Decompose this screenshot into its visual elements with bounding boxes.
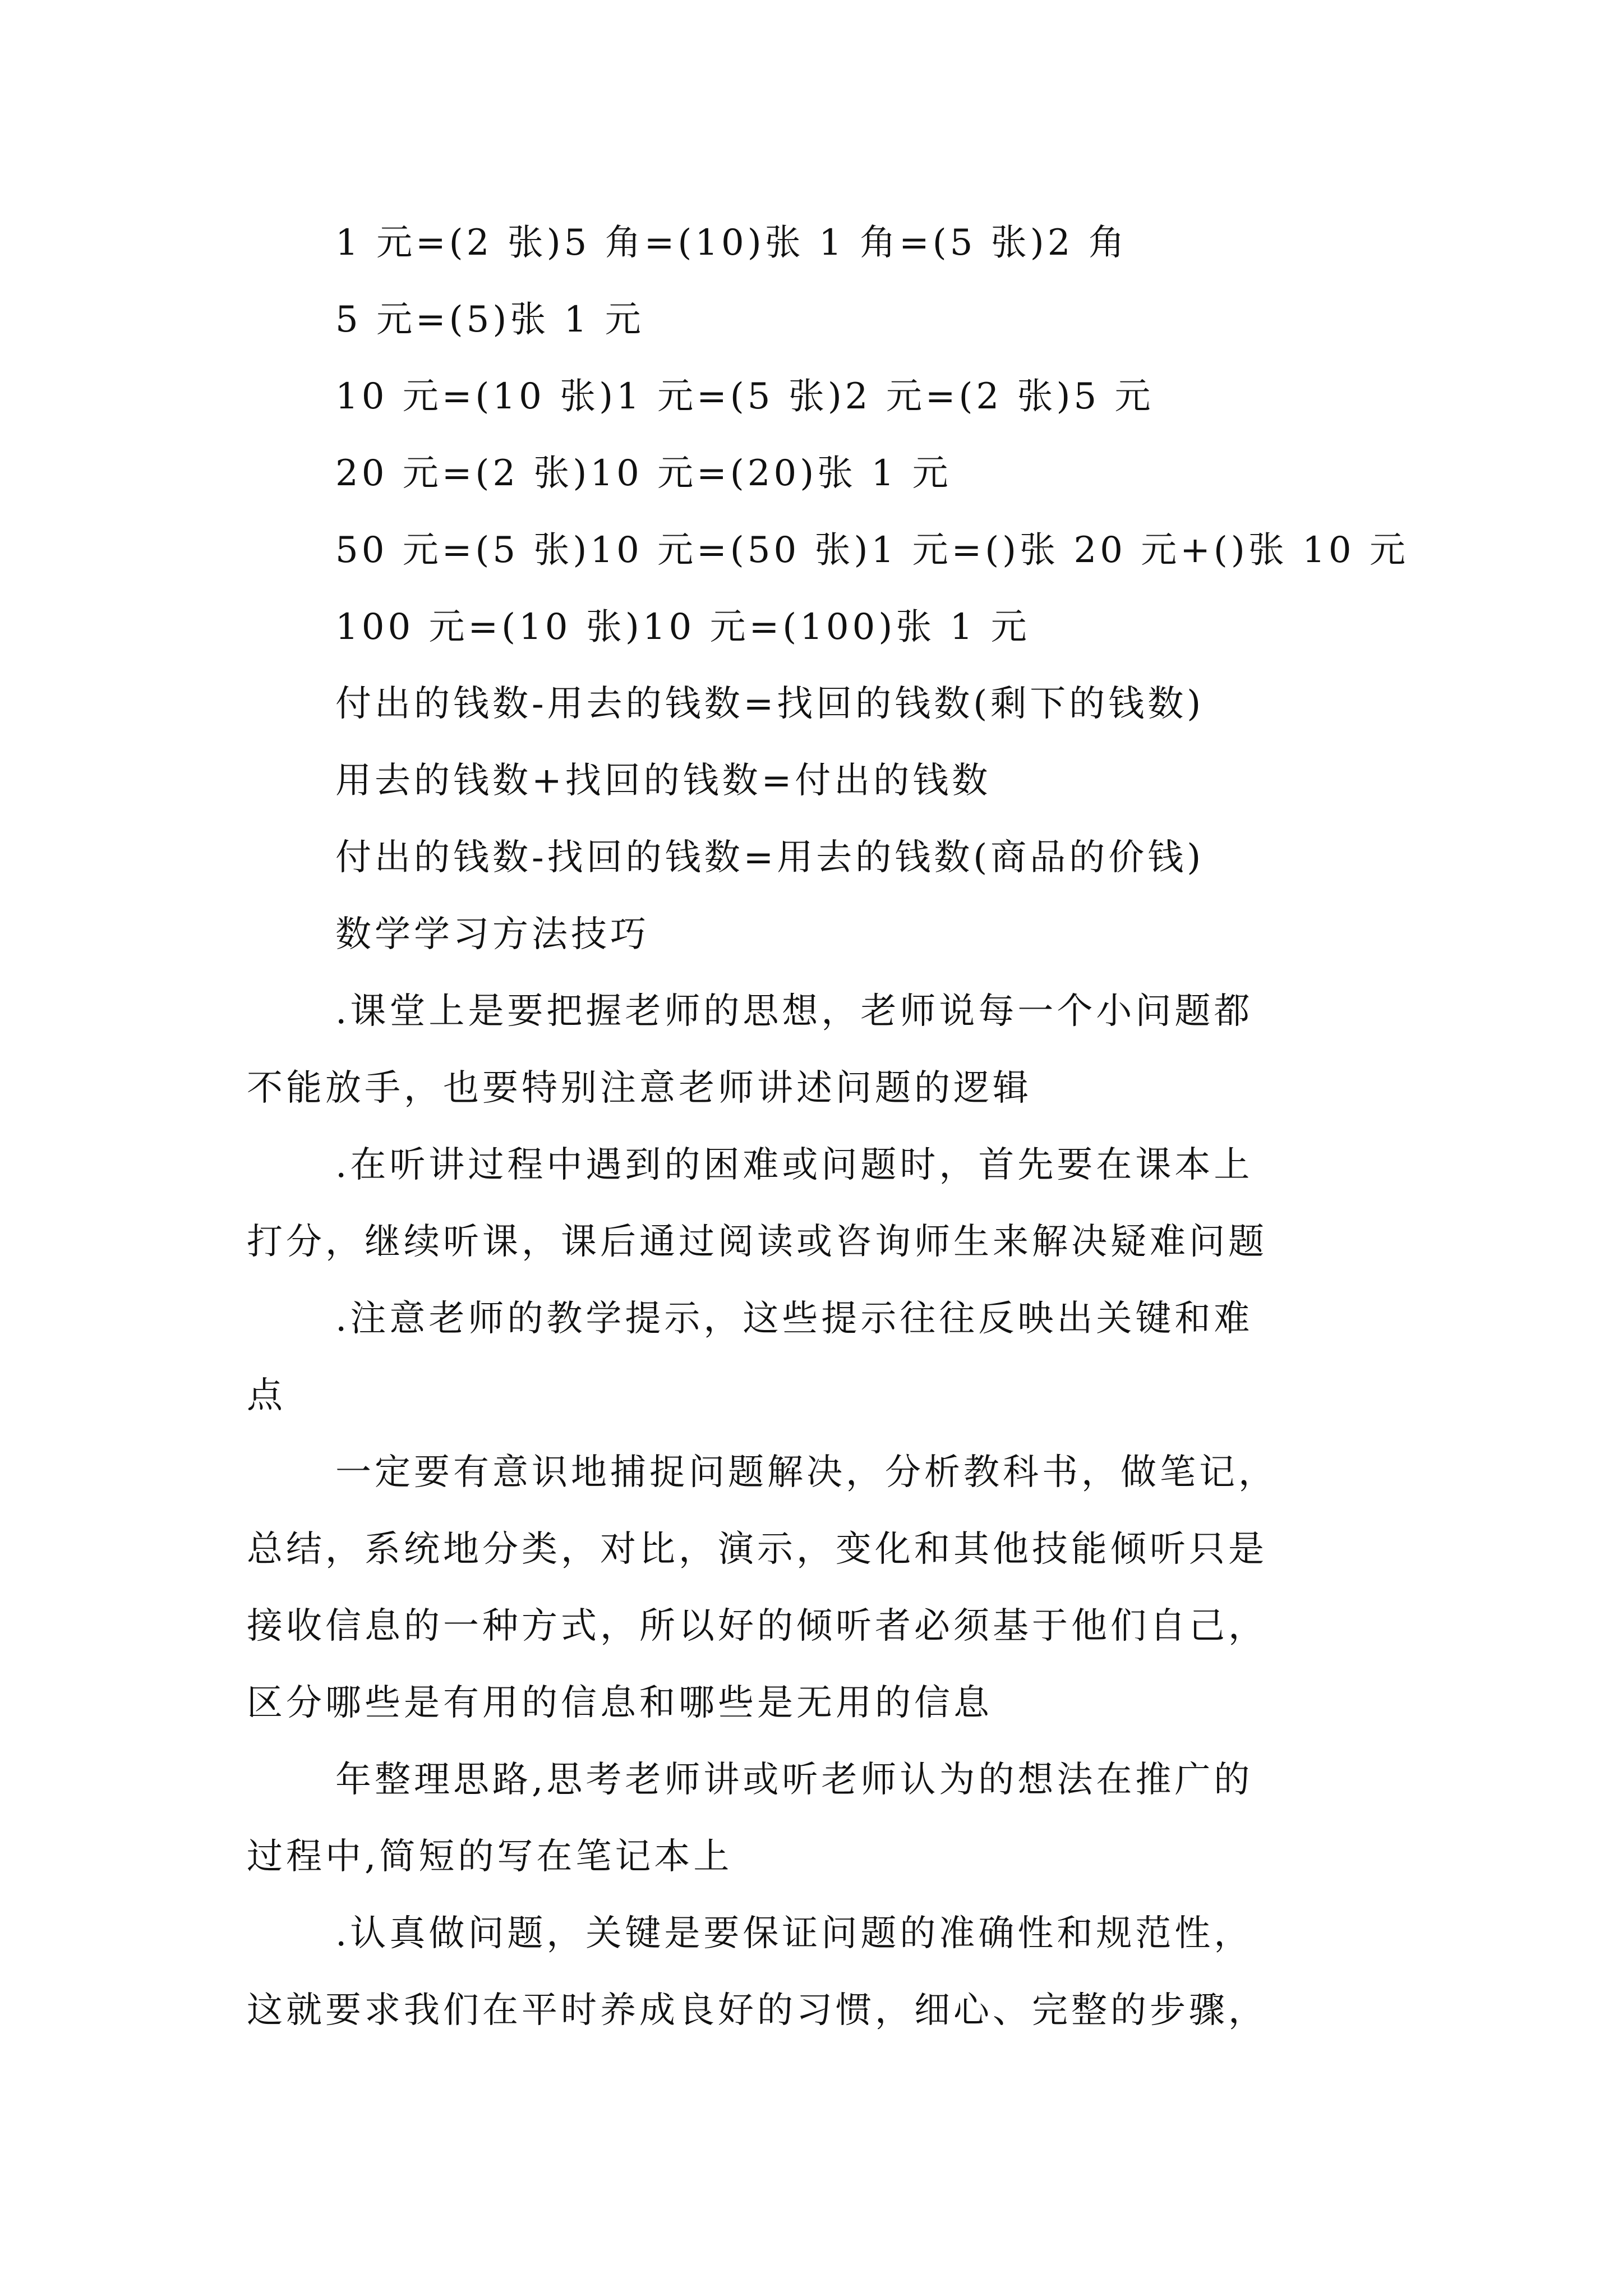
- text-line: 年整理思路,思考老师讲或听老师认为的想法在推广的: [335, 1759, 1253, 1801]
- text-line: 付出的钱数-找回的钱数=用去的钱数(商品的价钱): [335, 837, 1205, 878]
- text-line: 5 元=(5)张 1 元: [335, 299, 644, 341]
- text-line: 50 元=(5 张)10 元=(50 张)1 元=()张 20 元+()张 10 元: [335, 530, 1409, 571]
- text-line: 不能放手，也要特别注意老师讲述问题的逻辑: [247, 1068, 1032, 1109]
- text-line: 区分哪些是有用的信息和哪些是无用的信息: [247, 1682, 993, 1724]
- text-line: 付出的钱数-用去的钱数=找回的钱数(剩下的钱数): [335, 683, 1205, 725]
- text-line: 打分，继续听课，课后通过阅读或咨询师生来解决疑难问题: [247, 1221, 1267, 1263]
- text-line: .课堂上是要把握老师的思想，老师说每一个小问题都: [335, 991, 1253, 1032]
- text-line: 100 元=(10 张)10 元=(100)张 1 元: [335, 606, 1030, 648]
- text-line: 1 元=(2 张)5 角=(10)张 1 角=(5 张)2 角: [335, 222, 1128, 264]
- text-line: 20 元=(2 张)10 元=(20)张 1 元: [335, 453, 952, 494]
- text-line: 过程中,简短的写在笔记本上: [247, 1836, 733, 1878]
- text-line: 接收信息的一种方式，所以好的倾听者必须基于他们自己，: [247, 1605, 1267, 1647]
- text-line: 用去的钱数+找回的钱数=付出的钱数: [335, 760, 992, 802]
- text-line: 10 元=(10 张)1 元=(5 张)2 元=(2 张)5 元: [335, 376, 1154, 417]
- text-line: .在听讲过程中遇到的困难或问题时，首先要在课本上: [335, 1144, 1253, 1186]
- text-line: .注意老师的教学提示，这些提示往往反映出关键和难: [335, 1298, 1253, 1340]
- section-heading: 数学学习方法技巧: [335, 914, 649, 955]
- text-line: 一定要有意识地捕捉问题解决，分析教科书，做笔记，: [335, 1452, 1278, 1493]
- text-line: 这就要求我们在平时养成良好的习惯，细心、完整的步骤，: [247, 1990, 1267, 2031]
- text-line: 点: [247, 1375, 286, 1416]
- text-line: 总结，系统地分类，对比，演示，变化和其他技能倾听只是: [247, 1529, 1267, 1570]
- text-line: .认真做问题，关键是要保证问题的准确性和规范性，: [335, 1913, 1253, 1954]
